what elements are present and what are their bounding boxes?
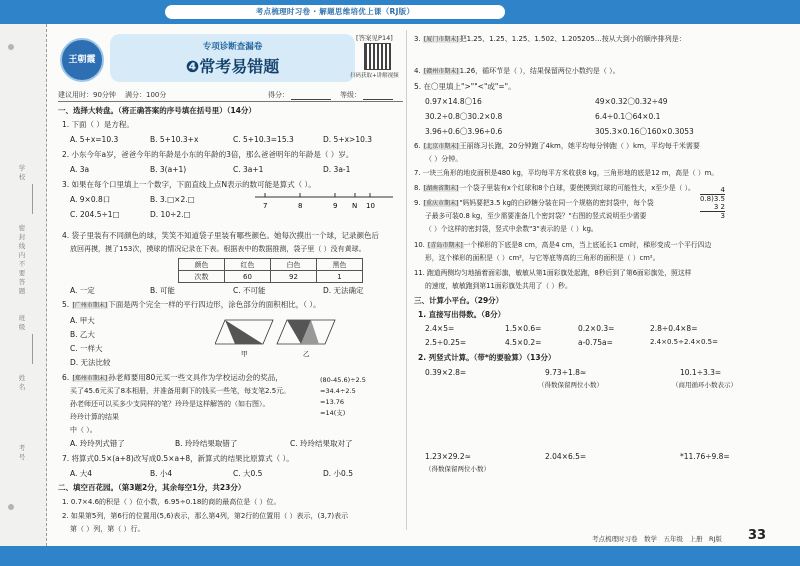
q3-option-b[interactable]: B. 3.□×2.□	[150, 195, 195, 204]
section-2-heading: 二、填空百花园。（第3题2分，其余每空1分，共23分）	[58, 483, 246, 492]
r3-source-tag: [厦门市期末]	[423, 36, 459, 43]
r3-text: 把1.25、1.25、1.25̇、1.5̇02、1.205205…按从大到小的顺序排列是：	[459, 35, 686, 43]
r9-source-tag: [重庆市期末]	[423, 200, 459, 207]
r6-text: 王丽练习长跑，20分钟跑了4km，她平均每分钟跑（ ）km，平均每千米需要	[459, 142, 700, 150]
q3-option-c[interactable]: C. 204.5÷1□	[70, 210, 120, 219]
binding-school: 学校	[18, 164, 26, 181]
question-5: 5. [广州市期末]下面是两个完全一样的平行四边形，涂色部分的面积相比，（ ）。	[62, 300, 321, 309]
time-suggestion: 建议用时：90分钟	[58, 91, 116, 99]
binding-note: 密封线内不要答题	[18, 224, 26, 295]
question-r11: 11. 跑道两侧均匀地插着面彩旗，敏敏从第1面彩旗处起跑，8秒后到了第6面彩旗处，照这样	[414, 269, 692, 277]
binding-name: 姓名	[18, 374, 26, 391]
label-7: 7	[263, 202, 268, 210]
parallelogram-figures	[215, 318, 340, 362]
qr-caption: 扫码获取+讲解视频	[350, 73, 399, 79]
grade-label: 等级：	[340, 91, 361, 99]
question-7: 7. 将算式0.5×(a+8)改写成0.5×a+8，新算式的结果比原算式（ ）。	[62, 454, 294, 463]
q1-option-a[interactable]: A. 5+x=10.3	[70, 135, 119, 144]
q5-option-b[interactable]: B. 乙大	[70, 330, 95, 339]
q5-option-c[interactable]: C. 一样大	[70, 344, 103, 353]
paper-subtitle: 专项诊断查漏卷	[202, 42, 263, 52]
shaded-region-jia	[225, 320, 263, 344]
qr-code-icon[interactable]	[364, 43, 391, 70]
vertical-calc-4: 1.23×29.2≈	[425, 452, 471, 461]
label-yi: 乙	[303, 350, 310, 358]
compare-row-2a: 30.2÷0.8〇30.2×0.8	[425, 112, 503, 121]
r8-source-tag: [湖南省期末]	[423, 185, 459, 192]
q3-option-a[interactable]: A. 9×0.8口	[70, 195, 111, 204]
compare-row-2b: 6.4÷0.1〇64×0.1	[595, 112, 661, 121]
vertical-calc-5: 2.04×6.5=	[545, 452, 587, 461]
label-n: N	[352, 202, 358, 210]
q5-text: 下面是两个完全一样的平行四边形，涂色部分的面积相比，（ ）。	[108, 300, 321, 309]
question-2: 2. 小东今年a岁，爸爸今年的年龄是小东的年龄的3倍，那么爸爸明年的年龄是（ ）岁。	[62, 150, 354, 159]
division-dividend: 0.8)3.5	[700, 195, 725, 203]
question-6-line-2: 买了45.6元买了8本相册，并准备用剩下的钱买一些笔，每支笔2.5元。	[70, 387, 291, 395]
grade-field[interactable]	[340, 90, 395, 100]
binding-margin	[0, 24, 47, 546]
q2-option-b[interactable]: B. 3(a+1)	[150, 165, 187, 174]
table-cell: 白色	[271, 259, 317, 271]
oral-calc-6: 4.5×0.2=	[505, 338, 542, 347]
binding-hole	[8, 44, 14, 50]
vertical-calc-4-note: （得数保留两位小数）	[425, 465, 490, 473]
question-3: 3. 如果在每个口里填上一个数字，下面直线上点N表示的数可能是算式（ ）。	[62, 180, 316, 189]
question-r9: 9. [重庆市期末]"妈妈要把3.5 kg的白砂糖分装在同一个规格的密封袋中，每个袋	[414, 199, 654, 207]
binding-line	[32, 334, 33, 364]
question-4-line-1: 4. 袋子里装有不同颜色的球，笑笑不知道袋子里装有哪些颜色。她每次摸出一个球，记录颜色后	[62, 231, 380, 240]
header-rule	[58, 101, 403, 102]
oral-calc-7: a-0.75a=	[578, 338, 613, 347]
q6-option-c[interactable]: C. 玲玲结果取对了	[290, 439, 353, 448]
vertical-calc-2: 9.73÷1.8≈	[545, 368, 587, 377]
q7-option-b[interactable]: B. 小4	[150, 469, 173, 478]
r10-text-a: 一个梯形的下底是8 cm，高是4 cm，当上底延长1 cm时，梯形变成一个平行四边	[463, 241, 712, 249]
q7-option-a[interactable]: A. 大4	[70, 469, 93, 478]
oral-calc-4: 2.8÷0.4×8=	[650, 324, 698, 333]
series-title: 考点梳理时习卷 · 解题思维培优上课（RJ版）	[165, 5, 505, 19]
oral-calc-1: 2.4×5=	[425, 324, 455, 333]
q4-option-d[interactable]: D. 无法确定	[323, 286, 364, 295]
q6-option-b[interactable]: B. 玲玲结果取错了	[175, 439, 238, 448]
vertical-calc-2-note: （得数保留两位小数）	[538, 381, 603, 389]
q7-option-c[interactable]: C. 大0.5	[233, 469, 263, 478]
fill-question-1: 1. 0.7×4.6的积是（ ）位小数，6.95÷0.18的商的最高位是（ ）位。	[62, 498, 281, 506]
binding-hole	[8, 504, 14, 510]
q1-option-c[interactable]: C. 5+10.3=15.3	[233, 135, 294, 144]
binding-number: 考号	[18, 444, 26, 461]
footer-text: 考点梳理时习卷 数学 五年级 上册 RJ版	[592, 535, 722, 543]
answer-reference: [答案见P14]	[356, 34, 393, 42]
question-r6: 6. [北京市期末]王丽练习长跑，20分钟跑了4km，她平均每分钟跑（ ）km，平均每千米需要	[414, 142, 700, 150]
table-cell: 60	[225, 271, 271, 283]
column-divider	[406, 30, 407, 530]
q5-option-d[interactable]: D. 无法比较	[70, 358, 111, 367]
compare-row-3a: 3.96÷0.6〇3.96÷0.6	[425, 127, 503, 136]
fill-question-2-line-2: 第（ ）列，第（ ）行。	[70, 525, 145, 533]
division-remainder: 3	[700, 211, 725, 220]
table-cell: 颜色	[179, 259, 225, 271]
section-3-heading: 三、计算小平台。（29分）	[414, 296, 504, 305]
r8-text: 一个袋子里装有x个红球和8个白球，要使摸到红球的可能性大，x至少是（ ）。	[459, 184, 695, 192]
total-score: 满分：100分	[125, 91, 167, 99]
vertical-calc-3: 10.1÷3.3=	[680, 368, 722, 377]
division-quotient: 4	[720, 186, 725, 194]
question-6-line-5: 中（ ）。	[70, 426, 97, 434]
q2-option-a[interactable]: A. 3a	[70, 165, 90, 174]
question-r5: 5. 在〇里填上">""<"或"="。	[414, 82, 516, 91]
binding-class: 班级	[18, 314, 26, 331]
question-r9-line-2: 子最多可装0.8 kg，至少需要准备几个密封袋？"右图的竖式说明至少需要	[425, 212, 647, 220]
table-header-row	[179, 259, 363, 271]
question-r7: 7. 一块三角形的地皮面积是480 kg，平均每平方米收获8 kg，三角形地的底是12 m，高是（ ）m。	[414, 169, 719, 177]
question-r6-line-2: （ ）分钟。	[425, 155, 463, 163]
table-cell: 黑色	[317, 259, 363, 271]
q7-option-d[interactable]: D. 小0.5	[323, 469, 353, 478]
label-10: 10	[366, 202, 375, 210]
page-number: 33	[748, 528, 767, 543]
ball-count-table	[178, 258, 363, 283]
paper-title: ❹常考易错题	[185, 57, 280, 76]
calc-part-2: 2. 列竖式计算。（带*的要验算）（13分）	[418, 353, 556, 362]
question-r10: 10. [青岛市期末]一个梯形的下底是8 cm，高是4 cm，当上底延长1 cm时，梯形变成一个平行四边	[414, 241, 712, 249]
long-division	[700, 186, 725, 220]
q4-option-c[interactable]: C. 不可能	[233, 286, 266, 295]
top-banner	[0, 0, 800, 24]
question-4-line-2: 放回再摸，摸了153次，摸球的情况记录在下表。根据表中的数据推测，袋子里（ ）没有黄球。	[70, 245, 366, 253]
bottom-banner	[0, 546, 800, 566]
oral-calc-3: 0.2×0.3=	[578, 324, 615, 333]
q6-calc-4: ≈14(支)	[320, 409, 346, 417]
label-8: 8	[298, 202, 303, 210]
vertical-calc-6: *11.76÷9.8=	[680, 452, 730, 461]
r4-source-tag: [赣州市期末]	[423, 68, 459, 75]
fill-question-2: 2. 如果第5列，第6行的位置用(5,6)表示，那么第4列，第2行的位置用（ ）表示，(3,7)表示	[62, 512, 349, 520]
calc-part-1: 1. 直接写出得数。（8分）	[418, 310, 506, 319]
q1-option-d[interactable]: D. 5+x>10.3	[323, 135, 373, 144]
brand-logo: 王朝霞	[60, 38, 104, 82]
compare-row-3b: 305.3×0.16〇160×0.3053	[595, 127, 694, 136]
q6-calc-2: =34.4÷2.5	[320, 387, 356, 395]
r6-source-tag: [北京市期末]	[423, 143, 459, 150]
q6-calc-1: (80-45.6)÷2.5	[320, 376, 366, 384]
table-cell: 次数	[179, 271, 225, 283]
question-1: 1. 下面（ ）是方程。	[62, 120, 134, 129]
table-cell: 1	[317, 271, 363, 283]
division-step: 3 2	[713, 203, 725, 211]
r4-text: 1.2̇6̇，循环节是（ ），结果保留两位小数约是（ ）。	[459, 67, 620, 75]
table-row	[179, 271, 363, 283]
compare-row-1a: 0.97×14.8〇16	[425, 97, 482, 106]
binding-line	[32, 184, 33, 214]
r9-text-a: "妈妈要把3.5 kg的白砂糖分装在同一个规格的密封袋中，每个袋	[459, 199, 654, 207]
q2-option-d[interactable]: D. 3a-1	[323, 165, 351, 174]
question-6-line-3: 孙老师还可以买多少支同样的笔？玲玲是这样解答的（如右图）。	[70, 400, 270, 408]
q6-calc-3: =13.76	[320, 398, 345, 406]
q5-source-tag: [广州市期末]	[72, 302, 108, 309]
question-r9-line-3: （ ）个这样的密封袋，竖式中余数"3"表示的是（ ）kg。	[425, 225, 598, 233]
oral-calc-2: 1.5×0.6=	[505, 324, 542, 333]
vertical-calc-1: 0.39×2.8=	[425, 368, 467, 377]
title-banner	[110, 34, 355, 82]
q2-option-c[interactable]: C. 3a+1	[233, 165, 264, 174]
question-6-line-1: 6. [郑州市期末]孙老师要用80元买一些文具作为学校运动会的奖品，	[62, 373, 283, 382]
question-r8: 8. [湖南省期末]一个袋子里装有x个红球和8个白球，要使摸到红球的可能性大，x至少是（ ）。	[414, 184, 695, 192]
section-1-heading: 一、选择大转盘。（将正确答案的序号填在括号里）（14分）	[58, 106, 256, 115]
q4-option-a[interactable]: A. 一定	[70, 286, 95, 295]
q1-option-b[interactable]: B. 5+10.3+x	[150, 135, 199, 144]
score-label: 得分：	[268, 91, 289, 99]
table-cell: 92	[271, 271, 317, 283]
table-cell: 红色	[225, 259, 271, 271]
question-r4: 4. [赣州市期末]1.2̇6̇，循环节是（ ），结果保留两位小数约是（ ）。	[414, 67, 620, 75]
q6-option-a[interactable]: A. 玲玲列式错了	[70, 439, 125, 448]
question-6-line-4: 玲玲计算的结果	[70, 413, 119, 421]
oral-calc-5: 2.5÷0.25=	[425, 338, 467, 347]
label-jia: 甲	[241, 350, 248, 358]
question-r11-line-2: 的速度，敏敏跑到第11面彩旗处共用了（ ）秒。	[425, 282, 572, 290]
label-9: 9	[333, 202, 338, 210]
compare-row-1b: 49×0.32〇0.32÷49	[595, 97, 668, 106]
vertical-calc-3-note: （商用循环小数表示）	[672, 381, 737, 389]
number-line	[255, 189, 395, 211]
question-r10-line-2: 形，这个梯形的面积是（ ）cm²，与它等底等高的三角形的面积是（ ）cm²。	[425, 254, 660, 262]
score-field[interactable]	[268, 90, 333, 100]
q5-option-a[interactable]: A. 甲大	[70, 316, 95, 325]
q6-source-tag: [郑州市期末]	[72, 375, 108, 382]
q4-option-b[interactable]: B. 可能	[150, 286, 175, 295]
r10-source-tag: [青岛市期末]	[427, 242, 463, 249]
q3-option-d[interactable]: D. 10÷2.□	[150, 210, 191, 219]
question-r3: 3. [厦门市期末]把1.25、1.25、1.25̇、1.5̇02、1.205205…按从大到小的顺序排列是：	[414, 35, 686, 43]
q6-text-a: 孙老师要用80元买一些文具作为学校运动会的奖品，	[108, 373, 283, 382]
oral-calc-8: 2.4×0.5÷2.4×0.5=	[650, 338, 718, 346]
